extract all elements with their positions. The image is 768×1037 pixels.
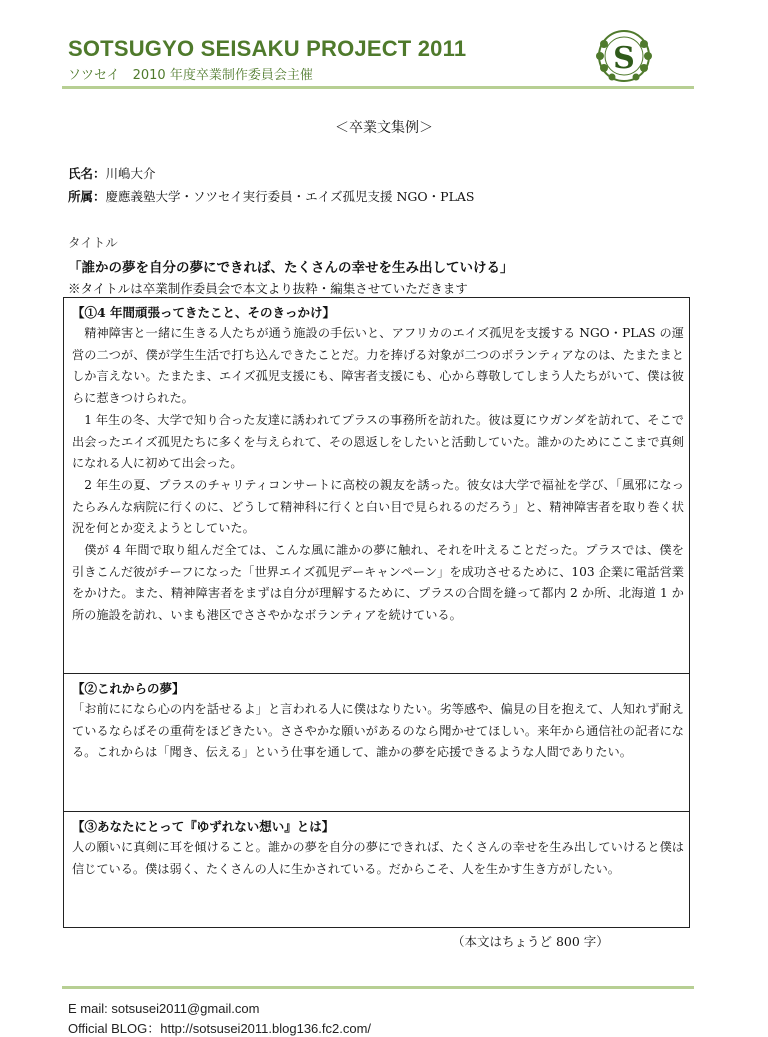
section-1-paragraph-1: 精神障害と一緒に生きる人たちが通う施設の手伝いと、アフリカのエイズ孤児を支援する NGO・PLAS の運営の二つが、僕が学生生活で打ち込んできたことだ。力を捧げる対象が二つのボランティアなのは、たまたまとしか言えない。たまたま、エイズ孤児支援にも、障害者支援にも、心から尊敬してしまう人たちがいて、僕は彼らに惹きつけられた。 <box>72 326 684 406</box>
section-box-1 <box>63 297 690 674</box>
header-divider <box>62 86 694 89</box>
logo-letter: S <box>613 41 635 76</box>
name-value: 川嶋大介 <box>105 166 156 181</box>
footer-divider <box>62 986 694 989</box>
section-box-3 <box>63 811 690 928</box>
section-1-paragraph-2: 1 年生の冬、大学で知り合った友達に誘われてプラスの事務所を訪れた。彼は夏にウガンダを訪れて、そこで出会ったエイズ孤児たちに多くを与えられて、その恩返しをしたいと活動していた。誰かのためにここまで真剣になれる人に初めて出会った。 <box>72 413 684 471</box>
section-3-heading: 【③あなたにとって『ゆずれない想い』とは】 <box>72 819 335 834</box>
section-3-paragraph-1: 人の願いに真剣に耳を傾けること。誰かの夢を自分の夢にできれば、たくさんの幸せを生み出していけると僕は信じている。僕は弱く、たくさんの人に生かされている。だからこそ、人を生かす生き方がしたい。 <box>72 840 684 876</box>
name-row <box>68 164 156 182</box>
affiliation-value: 慶應義塾大学・ソツセイ実行委員・エイズ孤児支援 NGO・PLAS <box>105 189 475 204</box>
character-count-note: （本文はちょうど 800 字） <box>452 934 609 949</box>
footer-email[interactable]: E mail: sotsusei2011@gmail.com <box>68 1001 260 1016</box>
project-logo <box>594 28 654 84</box>
essay-title: 「誰かの夢を自分の夢にできれば、たくさんの幸せを生み出していける」 <box>68 260 514 276</box>
section-1-heading: 【①4 年間頑張ってきたこと、そのきっかけ】 <box>72 305 336 320</box>
affiliation-row <box>68 187 474 205</box>
section-2-heading: 【②これからの夢】 <box>72 681 185 696</box>
title-note: ※タイトルは卒業制作委員会で本文より抜粋・編集させていただきます <box>68 281 468 296</box>
name-label: 氏名： <box>68 166 106 181</box>
section-2-paragraph-1: 「お前にになら心の内を話せるよ」と言われる人に僕はなりたい。劣等感や、偏見の目を抱えて、人知れず耐えているならばその重荷をほどきたい。ささやかな願いがあるのなら聞かせてほしい。来年から通信社の記者になる。これからは「聞き、伝える」という仕事を通して、誰かの夢を応援できるような人間でありたい。 <box>72 702 684 760</box>
document-heading: ＜卒業文集例＞ <box>335 120 433 136</box>
section-1-paragraph-3: 2 年生の夏、プラスのチャリティコンサートに高校の親友を誘った。彼女は大学で福祉を学び、「風邪になったらみんな病院に行くのに、どうして精神科に行くと白い目で見られるのだろう」と、精神障害者を取り巻く状況を何とか変えようとしていた。 <box>72 478 684 536</box>
section-1-paragraph-4: 僕が 4 年間で取り組んだ全ては、こんな風に誰かの夢に触れ、それを叶えることだった。プラスでは、僕を引きこんだ彼がチーフになった「世界エイズ孤児デーキャンペーン」を成功させるために、103 企業に電話営業をかけた。また、精神障害者をまずは自分が理解するために、プラスの合間を縫って都内 2 か所、北海道 1 か所の施設を訪れ、いまも港区でささやかなボランティアを続けている。 <box>72 543 684 623</box>
section-box-2 <box>63 673 690 812</box>
footer-blog-link[interactable]: Official BLOG：http://sotsusei2011.blog136.fc2.com/ <box>68 1021 372 1036</box>
header-title: SOTSUGYO SEISAKU PROJECT 2011 <box>68 36 467 61</box>
header-subtitle: ソツセイ 2010 年度卒業制作委員会主催 <box>68 68 313 83</box>
affiliation-label: 所属： <box>68 189 106 204</box>
title-label: タイトル <box>68 235 118 250</box>
